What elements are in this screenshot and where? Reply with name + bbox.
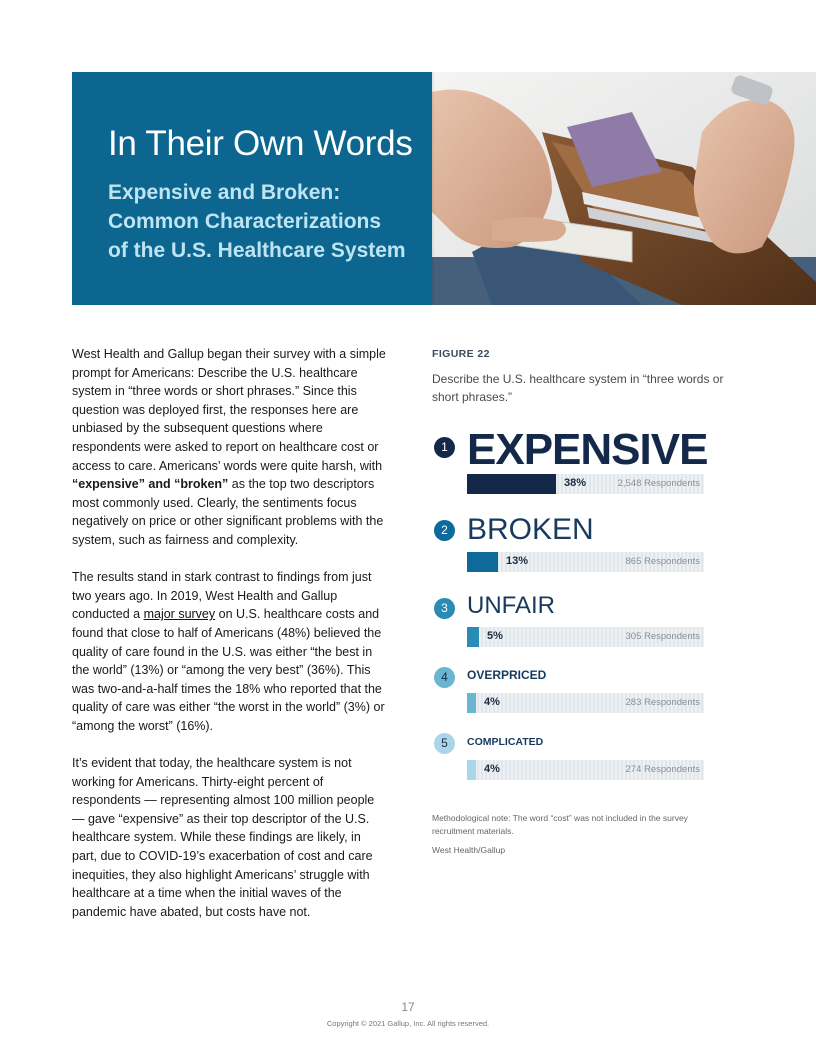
respondent-count: 865 Respondents <box>625 556 700 567</box>
bar-fill <box>467 760 476 780</box>
respondent-count: 274 Respondents <box>625 764 700 775</box>
subtitle-line: Common Characterizations <box>108 210 382 233</box>
page-subtitle <box>108 178 418 265</box>
subtitle-line: Expensive and Broken: <box>108 181 341 204</box>
bar-track <box>467 474 704 494</box>
bar-value-label: 4% <box>484 763 500 775</box>
bar-value-label: 4% <box>484 696 500 708</box>
page-title: In Their Own Words <box>108 124 413 163</box>
paragraph-3: It’s evident that today, the healthcare system is not working for Americans. Thirty-eight percent of respondents — representing almost 100 million people — gave “expensive” as their top descriptor of the U.S. healthcare system. While these findings are likely, in part, due to COVID-19’s exacerbation of cost and care inequities, they also highlight Americans’ struggle with healthcare at a time when the initial waves of the pandemic have abated, but costs have not. <box>72 756 375 919</box>
copyright: Copyright © 2021 Gallup, Inc. All rights reserved. <box>326 1019 490 1028</box>
descriptor-label: COMPLICATED <box>467 736 544 748</box>
source-note: West Health/Gallup <box>432 845 506 855</box>
bar-fill <box>467 552 498 572</box>
bar-value-label: 5% <box>487 630 503 642</box>
rank-badge: 5 <box>434 733 455 754</box>
rank-badge: 4 <box>434 667 455 688</box>
bar-track <box>467 627 704 647</box>
descriptor-label: UNFAIR <box>467 592 556 619</box>
bar-fill <box>467 627 479 647</box>
major-survey-link[interactable]: major survey <box>143 607 216 622</box>
descriptor-label: EXPENSIVE <box>467 425 708 474</box>
descriptor-label: OVERPRICED <box>467 668 547 682</box>
methodology-note: Methodological note: The word “cost” was not included in the survey recruitment materials. <box>432 813 688 836</box>
article-body <box>72 345 386 940</box>
bar-track <box>467 693 704 713</box>
paragraph-1: West Health and Gallup began their survey with a simple prompt for Americans: Describe the U.S. healthcare system in “three words or short phrases.” Since this question was deployed first, the responses here are unbiased by the subsequent questions where respondents were asked to report on healthcare cost or access to care. Americans’ words were quite harsh, with “expensive” and “broken” as the top two descriptors most commonly used. Clearly, the sentiments focus negatively on price or other significant problems with the system, such as fairness and complexity. <box>72 347 386 547</box>
figure-label: FIGURE 22 <box>432 348 490 360</box>
respondent-count: 305 Respondents <box>625 631 700 642</box>
rank-badge: 3 <box>434 598 455 619</box>
subtitle-line: of the U.S. Healthcare System <box>108 239 406 262</box>
bar-fill <box>467 474 556 494</box>
respondent-count: 2,548 Respondents <box>617 478 700 489</box>
bar-value-label: 38% <box>564 477 587 489</box>
descriptor-label: BROKEN <box>467 513 594 546</box>
rank-badge: 2 <box>434 520 455 541</box>
paragraph-2: The results stand in stark contrast to findings from just two years ago. In 2019, West Health and Gallup conducted a major survey on U.S. healthcare costs and found that close to half of Americans (48%) believed the quality of care found in the U.S. was either “the best in the world” (13%) or “among the very best” (36%). This was two-and-a-half times the 18% who reported that the quality of care was either “the worst in the world” (3%) or “among the worst” (16%). <box>72 570 385 733</box>
figure-caption: Describe the U.S. healthcare system in “three words or short phrases.” <box>432 372 724 404</box>
page-number: 17 <box>401 1000 415 1014</box>
bar-track <box>467 552 704 572</box>
bar-track <box>467 760 704 780</box>
respondent-count: 283 Respondents <box>625 697 700 708</box>
bar-fill <box>467 693 476 713</box>
bar-value-label: 13% <box>506 555 529 567</box>
wallet-photo <box>432 72 816 305</box>
emphasis-text: “expensive” and “broken” <box>72 477 229 492</box>
rank-badge: 1 <box>434 437 455 458</box>
